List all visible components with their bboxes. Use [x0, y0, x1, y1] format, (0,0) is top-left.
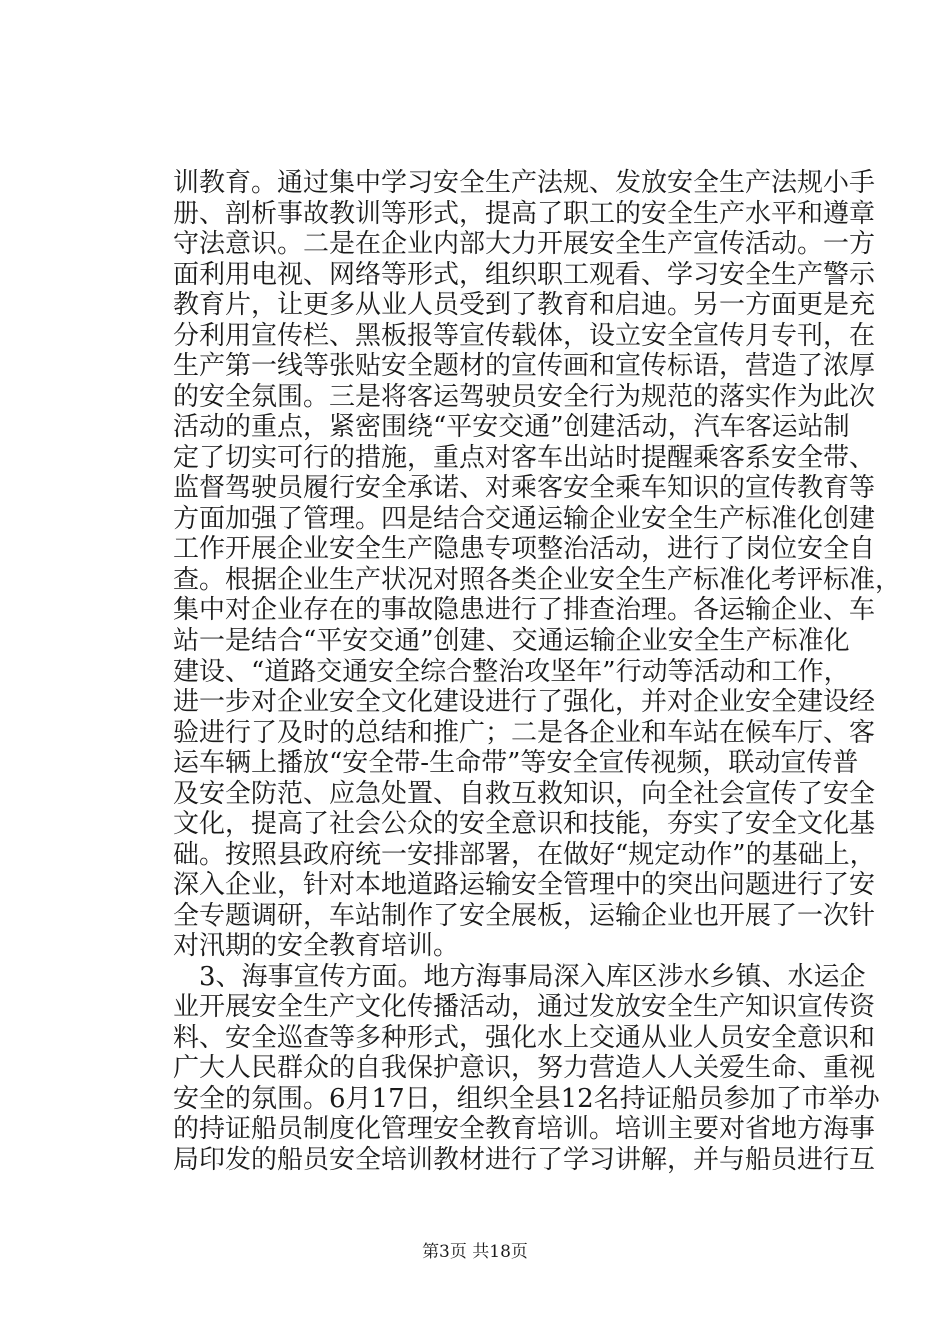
text-line: 方面加强了管理。四是结合交通运输企业安全生产标准化创建	[173, 504, 876, 534]
text-line: 础。按照县政府统一安排部署，在做好“规定动作”的基础上，	[173, 840, 876, 870]
text-line: 局印发的船员安全培训教材进行了学习讲解，并与船员进行互	[173, 1145, 876, 1175]
text-line: 广大人民群众的自我保护意识，努力营造人人关爱生命、重视	[173, 1053, 876, 1083]
text-line: 分利用宣传栏、黑板报等宣传载体，设立安全宣传月专刊，在	[173, 321, 876, 351]
text-line: 安全的氛围。6月17日，组织全县12名持证船员参加了市举办	[173, 1084, 880, 1114]
text-line: 查。根据企业生产状况对照各类企业安全生产标准化考评标准，	[173, 565, 902, 595]
text-line: 守法意识。二是在企业内部大力开展安全生产宣传活动。一方	[173, 229, 876, 259]
text-line: 的安全氛围。三是将客运驾驶员安全行为规范的落实作为此次	[173, 382, 876, 412]
text-line: 面利用电视、网络等形式，组织职工观看、学习安全生产警示	[173, 260, 876, 290]
text-line: 建设、“道路交通安全综合整治攻坚年”行动等活动和工作，	[173, 657, 850, 687]
text-line: 活动的重点，紧密围绕“平安交通”创建活动，汽车客运站制	[173, 412, 850, 442]
text-line: 的持证船员制度化管理安全教育培训。培训主要对省地方海事	[173, 1114, 876, 1144]
paragraph-first-line: 3、海事宣传方面。地方海事局深入库区涉水乡镇、水运企	[199, 962, 866, 992]
text-line: 运车辆上播放“安全带-生命带”等安全宣传视频，联动宣传普	[173, 748, 859, 778]
text-line: 业开展安全生产文化传播活动，通过发放安全生产知识宣传资	[173, 992, 876, 1022]
text-line: 生产第一线等张贴安全题材的宣传画和宣传标语，营造了浓厚	[173, 351, 876, 381]
text-line: 对汛期的安全教育培训。	[173, 931, 460, 961]
text-line: 验进行了及时的总结和推广；二是各企业和车站在候车厅、客	[173, 718, 876, 748]
text-line: 集中对企业存在的事故隐患进行了排查治理。各运输企业、车	[173, 595, 876, 625]
text-line: 站一是结合“平安交通”创建、交通运输企业安全生产标准化	[173, 626, 850, 656]
text-line: 文化，提高了社会公众的安全意识和技能，夯实了安全文化基	[173, 809, 876, 839]
text-line: 料、安全巡查等多种形式，强化水上交通从业人员安全意识和	[173, 1023, 876, 1053]
text-line: 深入企业，针对本地道路运输安全管理中的突出问题进行了安	[173, 870, 876, 900]
text-line: 监督驾驶员履行安全承诺、对乘客安全乘车知识的宣传教育等	[173, 473, 876, 503]
text-line: 进一步对企业安全文化建设进行了强化，并对企业安全建设经	[173, 687, 876, 717]
text-line: 工作开展企业安全生产隐患专项整治活动，进行了岗位安全自	[173, 534, 876, 564]
text-line: 册、剖析事故教训等形式，提高了职工的安全生产水平和遵章	[173, 199, 876, 229]
text-line: 及安全防范、应急处置、自救互救知识，向全社会宣传了安全	[173, 779, 876, 809]
page-number-footer: 第3页 共18页	[422, 1242, 528, 1262]
text-line: 训教育。通过集中学习安全生产法规、发放安全生产法规小手	[173, 168, 876, 198]
text-line: 教育片，让更多从业人员受到了教育和启迪。另一方面更是充	[173, 290, 876, 320]
text-line: 全专题调研，车站制作了安全展板，运输企业也开展了一次针	[173, 901, 876, 931]
text-line: 定了切实可行的措施，重点对客车出站时提醒乘客系安全带、	[173, 443, 876, 473]
